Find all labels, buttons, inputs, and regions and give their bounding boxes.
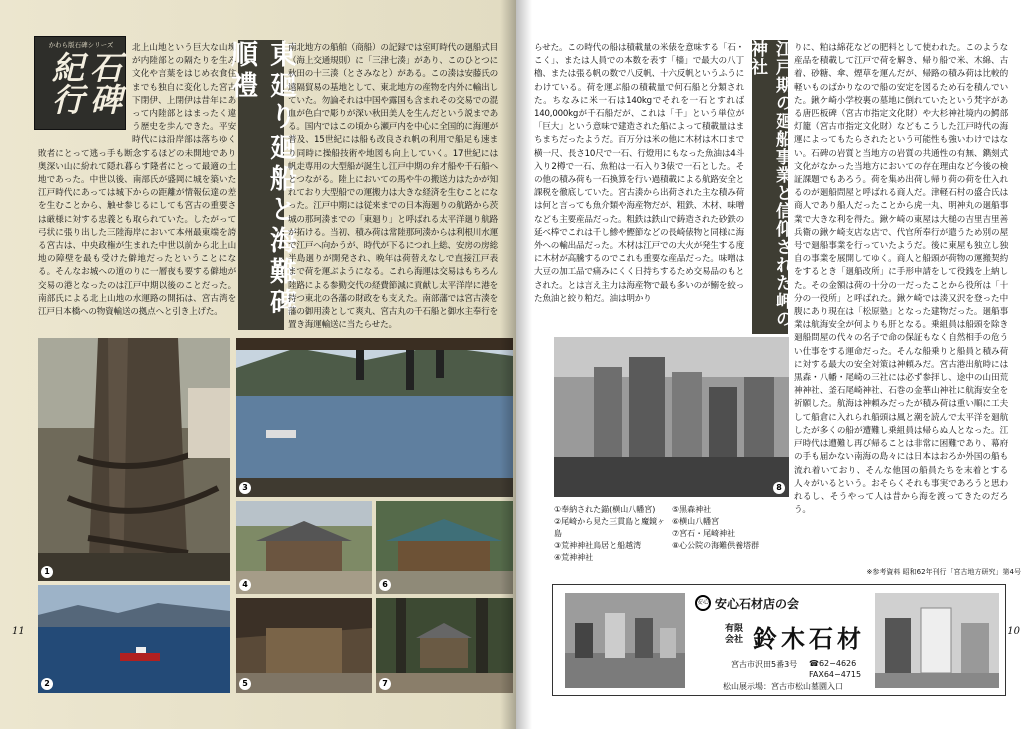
advertisement-suzuki-sekizai [552,584,1006,696]
shrine-image [236,598,372,693]
photo-number: 5 [239,678,251,690]
company-fax: FAX64−4715 [809,670,862,679]
photo-ozaki-shrine [376,598,513,693]
photo-number: 6 [379,579,391,591]
body-text-col1: 北上山地という巨大な山塊が内陸部との隔たりを生み文化や言葉をはじめ衣食住までも独自に変化した宮古下閉伊、上閉伊は昔年にあって内陸部とはまったく違う歴史を歩んできた。平安時代には沿岸部は落ちゆく敗者にとって逃っ手も断念するほどの未開地であり奥深い山に紛れて隠れ暮らす隆者にとって最適の土地であった。中世以後、南部氏が盛岡に城を築いた江戸時代にあっては城下からの距離が情報伝達の差を生むことから、触せ参じるにしても宮古の重要さは厳様に対する忠義とも取られていた。したがって弓状に張り出した三陸海岸において本州最東端を誇る宮古は、中央政権が生まれた中世以前から北上山地の障壁を最も受けた僻地だったということになる。そんなお城への道のりに一層夜も要する僻地が交易の港となったのは江戸中期以後のことだった。南部氏による北上山地の水運路の開拓は、宮古湾を江戸日本橋への物資輸送の拠点へと引き上げた。 [38,43,236,318]
body-text-col2: 南北地方の船舶（商船）の記録では室町時代の廻船式目（海上交通規則）に「三津七湊」があり、このひとつに秋田の十三湊（とさみなと）がある。この湊は安藤氏の遠隔貿易の基地として、東北地方の産物を内外に輸出していた。勿論それは中国や露国も含まれその交易での混血が色白で彫りが深い秋田美人を生んだという説まである。国内ではこの頃から瀬戸内を中心に全国的に海運が普及、15世紀には船も改良され帆の利用で船足も速まり同時に操船技術や地図も向上していく。17世紀には帆走専用の大型船が誕生し江戸中期の弁才船や千石船へとつながる。陸上においての馬や牛の搬送力はたかが知れており大型船での運搬力は大きな経済を生むことになった。江戸中期には従来までの日本海廻りの航路から茨城の那珂湊までの「東廻り」と呼ばれる太平洋廻り航路が拓ける。当初、積み荷は常陸那珂湊からは利根川水運で江戸へ向かうが、時代が下るにつれ上総、安房の房総半島廻りが開発され、晩年は荷替えなしで直接江戸表まで荷を運ぶようになる。これら海運は交易はもちろん陸路による参勤交代の経費節減に貢献し太平洋岸に港を持つ東北の各藩の財政をも支えた。南部藩では宮古湊を藩の御用湊として爽丸、宮古丸の千石船と御水主奉行を置き海運輸送に当たらせた。 [288,43,498,331]
photo-kojin-shrine [236,501,372,594]
caption: ⑥横山八幡宮 [672,517,720,526]
series-logo-caption: かわら版石碑シリーズ [48,41,114,49]
caption: ⑤黒森神社 [672,505,712,514]
caption: ①奉納された錨(横山八幡宮) [554,505,656,514]
association-name: 安心石材店の会 [715,597,800,611]
shrine-image [376,501,513,594]
photo-number: 3 [239,482,251,494]
body-text-col2: りに、粕は綿花などの肥料として使われた。このような産品を積載して江戸で荷を解き、帰り船で米、木綿、古着、砂糖、傘、煙草を運んだが、帰路の積み荷は比較的軽いものばかりなので船の安定を図るため石を積んでいた。鍬ケ崎小学校裏の墓地に倒れていたという梵字がある唐匹板碑（宮古市指定文化財）や大杉神社境内の鰐部灯籠（宮古市指定文化財）などもこうした江戸時代の海運によってもたらされたという可能性も強いわけではない。石碑の岩質と当地方の岩質の共通性の有無、鐫刻式文化がなかった当地方においての存在理由など今後の検証課題でもあろう。荷を集め出荷し帰り荷の荷を仕入れるのが廻船問屋と呼ばれる商人だ。津軽石村の盛合氏は商人であり船人だったことから虎一丸、明神丸の廻船事業で大きな利を得た。鍬ケ崎の東屋は大槌の吉里吉里善兵衛の鍬ケ崎支店な店で、代官所奉行が遣うため別の屋号で廻船事業を行っていたようだ。後に東屋も独立し独自の事業を展開してゆく。商人と船頭が荷物の運搬契約をするとき「廻船改所」に手形申請をして役銭を上納した。その金額は荷の十分の一だったことから役所は「十分の一役所」と呼ばれた。鍬ケ崎では湊又沢を登った中腹にあり現在は「松原塾」となった建物だった。廻船事業は航海安全が何よりも肝となる。乗組員は船頭を除き廻船問屋の代々の名子で命の保証もなく自然相手の危うい仕事をする運命だった。そんな船乗りと船員と積み荷に対する最大の安全対策は神頼みだ。宮古港出航時には黒森・八幡・尾崎の三社には必ず参拝し、途中の山田荒神神社、釜石尾崎神社、石巻の金華山神社に航海安全を祈願した。航海は神頼みだったが積み荷は重い順に工夫して船倉に入れられ船頭は風と潮を読んで太平洋を廻航したが多くの船が遭難し乗組員は帰らぬ人となった。江戸時代は遭難し再び帰ることは非常に困難であり、幕府の手も届かない南海の島々には日本はおろか外国の船も流れ着いており、そんな他国の船員たちを末着とする人々がいるという。おそらくそれも事実であろうと思われるし、そうやって人は昔から海を渡ってきたのだろう。 [794,43,1008,516]
company-type: 有限会社 [725,624,744,645]
article-title: 東廻り廻船と海難碑順禮 [238,40,284,330]
company-address: 宮古市沢田5番3号 [731,660,798,669]
anchor-image [38,338,230,581]
ad-photo-showroom [565,593,685,688]
company-tel: ☎62−4626 [809,659,857,668]
photo-number: 2 [41,678,53,690]
caption: ④荒神神社 [554,553,594,562]
photo-anchor [38,338,230,581]
bay-image [236,338,513,497]
showroom-location: 松山展示場：宮古市松山墓園入口 [723,682,843,691]
shrine-image [236,501,372,594]
photo-number: 8 [773,482,785,494]
caption: ③荒神神社鳥居と船越湾 [554,541,642,550]
photo-captions-col1 [554,504,669,564]
association-mark-icon: 安心 [695,595,711,611]
photo-memorial-stones [554,337,789,497]
caption: ⑧心公院の海難供養塔群 [672,541,760,550]
showroom-image [565,593,685,688]
gravestones-image [875,593,999,688]
caption: ⑦宮石・尾崎神社 [672,529,736,538]
ship-image [38,585,230,693]
right-page [516,0,1032,729]
body-text-col1: らせた。この時代の船は積載量の米俵を意味する「石・こく」、または人員での本数を表す「檣」で最大の八丁櫓、または張る帆の数で八反帆、十六反帆というふうにわけている。荷を運ぶ船の積載量で何石船と分類された。ちなみに米一石は140kgでそれを一石とすれば140,000kgが千石船だが、これは「千」という単位が「巨大」という意味で建造された船によって積載量はまちまちだったようだ。百万分は米の他に木材は木口まで横一尺、長さ10尺で一石、行燈用にもなった魚油は4斗入り2樽で一石、魚粕は一石入り3俵で一石とした。その他の積み荷も一石換算を行い過積載による航路安全と課税を徹底していた。宮古湊から出荷された主な積み荷は何と言っても魚介類や海産物だが、粗鉄、木材、味噌なども主要産品だった。粗鉄は鉄山で鋳造された砂鉄の延べ棒でこれは千し鯵や鰹節などの長崎俵物と同様に海外への輸出品だった。木材は江戸での大火が発生する度に木材が高騰するのでこれも重要な産品だった。味噌は大豆の加工品で痛みにくく日持ちするため交易品のもとされた。とは言え主力は海産物で最も多いのが鰯を絞った魚油と絞り粕だ。油は明かり [534,43,744,304]
article-title: 江戸期の廻船事業と信仰された岬の神社 [752,40,788,334]
photo-ship-sea [38,585,230,693]
reference-note: ※参考資料 昭和62年刊行「宮古地方研究」第4号 [866,568,1021,576]
page-number: 11 [12,626,25,637]
company-name: 鈴木石材 [753,624,865,653]
photo-number: 4 [239,579,251,591]
series-logo-calligraphy: 石碑紀行 [47,51,123,115]
photo-yokoyama-hachimangu [376,501,513,594]
ad-photo-gravestones [875,593,999,688]
photo-captions-col2 [672,504,792,552]
page-number: 10 [1007,626,1020,637]
stones-image [554,337,789,497]
photo-number: 1 [41,566,53,578]
photo-number: 7 [379,678,391,690]
photo-kuromori-shrine [236,598,372,693]
photo-bay-torii [236,338,513,497]
caption: ②尾崎から見た三貫島と魔鏡ヶ島 [554,517,666,538]
shrine-image [376,598,513,693]
